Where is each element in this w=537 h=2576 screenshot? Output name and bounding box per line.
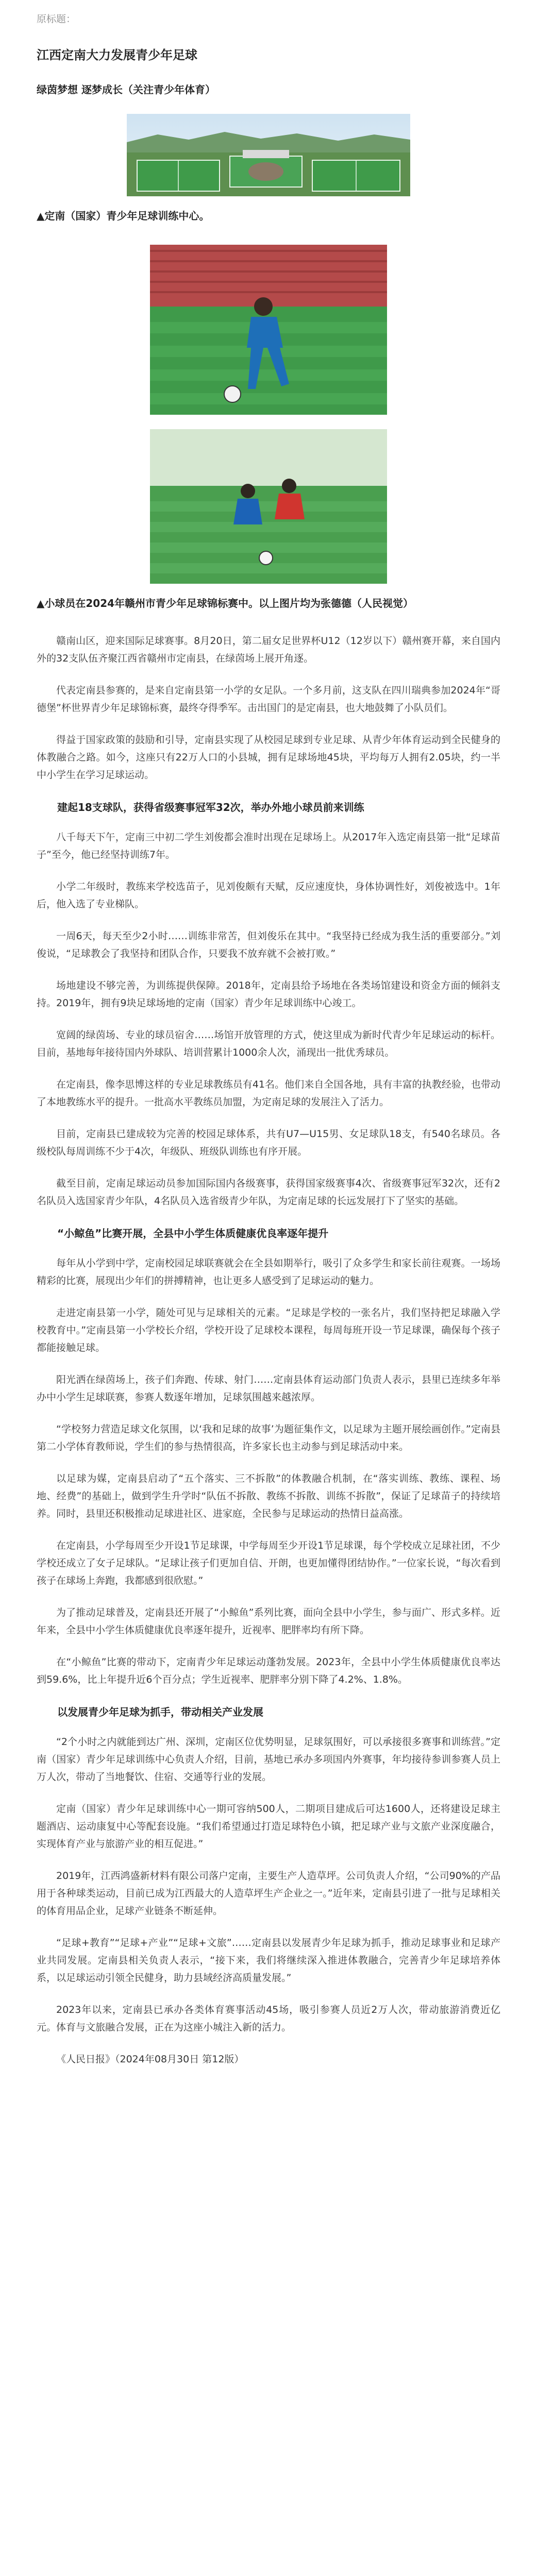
- paragraph: 目前，定南县已建成较为完善的校园足球体系，共有U7—U15男、女足球队18支，有540名球员。各级校队每周训练不少于4次，年级队、班级队训练也有序开展。: [37, 1128, 500, 1157]
- paragraph: “学校努力营造足球文化氛围，以‘我和足球的故事’为题征集作文，以足球为主题开展绘画创作。”定南县第二小学体育教师说，学生们的参与热情很高，许多家长也主动参与到足球活动中来。: [37, 1423, 500, 1452]
- paragraph: 在定南县，小学每周至少开设1节足球课，中学每周至少开设1节足球课，每个学校成立足球社团，不少学校还成立了女子足球队。“足球让孩子们更加自信、开朗，也更加懂得团结协作。”一位家长说，“每次看到孩子在球场上奔跑，我都感到很欣慰。”: [37, 1540, 500, 1586]
- boys-playing-image: [150, 429, 387, 584]
- photo-training-center: [127, 114, 410, 196]
- caption-1: ▲定南（国家）青少年足球训练中心。: [37, 210, 210, 222]
- paragraph: “足球+教育”“足球+产业”“足球+文旅”……定南县以发展青少年足球为抓手，推动足球事业和足球产业共同发展。定南县相关负责人表示，“接下来，我们将继续深入推进体教融合，完善青少年足球培养体系，以足球运动引领全民健身，助力县域经济高质量发展。”: [37, 1937, 500, 1984]
- paragraph: 一周6天，每天至少2小时……训练非常苦，但刘俊乐在其中。“我坚持已经成为我生活的重要部分。”刘俊说，“足球教会了我坚持和团队合作，只要我不放弃就不会被打败。”: [37, 930, 500, 959]
- paragraph: 赣南山区，迎来国际足球赛事。8月20日，第二届女足世界杯U12（12岁以下）赣州赛开幕，来自国内外的32支队伍齐聚江西省赣州市定南县，在绿茵场上展开角逐。: [37, 635, 500, 664]
- paragraph: 得益于国家政策的鼓励和引导，定南县实现了从校园足球到专业足球、从青少年体育运动到全民健身的体教融合之路。如今，这座只有22万人口的小县城，拥有足球场地45块，平均每万人拥有2.05块，约一半中小学生在学习足球运动。: [37, 734, 500, 781]
- paragraph: 以足球为媒，定南县启动了“五个落实、三不拆散”的体教融合机制，在“落实训练、教练、课程、场地、经费”的基础上，做到学生升学时“队伍不拆散、教练不拆散、训练不拆散”，保证了足球苗子的持续培养。同时，县里还积极推动足球进社区、进家庭，全民参与足球运动的热情日益高涨。: [37, 1473, 500, 1519]
- paragraph: 为了推动足球普及，定南县还开展了“小鲸鱼”系列比赛，面向全县中小学生，参与面广、形式多样。近年来，全县中小学生体质健康优良率逐年提升，近视率、肥胖率均有所下降。: [37, 1607, 500, 1636]
- paragraph: 场地建设不够完善，为训练提供保障。2018年，定南县给予场地在各类场馆建设和资金方面的倾斜支持。2019年，拥有9块足球场地的定南（国家）青少年足球训练中心竣工。: [37, 980, 500, 1009]
- paragraph: 在“小鲸鱼”比赛的带动下，定南青少年足球运动蓬勃发展。2023年，全县中小学生体质健康优良率达到59.6%，比上年提升近6个百分点；学生近视率、肥胖率分别下降了4.2%、1.8%。: [37, 1656, 500, 1685]
- paragraph: 八千每天下午，定南三中初二学生刘俊都会准时出现在足球场上。从2017年入选定南县第一批“足球苗子”至今，他已经坚持训练7年。: [37, 832, 500, 860]
- paragraph: 走进定南县第一小学，随处可见与足球相关的元素。“足球是学校的一张名片，我们坚持把足球融入学校教育中。”定南县第一小学校长介绍，学校开设了足球校本课程，每周每班开设一节足球课，确保每个孩子都能接触足球。: [37, 1307, 500, 1353]
- photo-girl-dribbling: [150, 245, 387, 415]
- paragraph: 截至目前，定南足球运动员参加国际国内各级赛事，获得国家级赛事4次、省级赛事冠军32次，还有2名队员入选国家青少年队，4名队员入选省级青少年队，为定南足球的长远发展打下了坚实的基础。: [37, 1178, 500, 1207]
- byline: 原标题：: [37, 13, 76, 25]
- section-title-2: “小鲸鱼”比赛开展，全县中小学生体质健康优良率逐年提升: [57, 1227, 329, 1240]
- paragraph: “2个小时之内就能到达广州、深圳，定南区位优势明显，足球氛围好，可以承接很多赛事和训练营。”定南（国家）青少年足球训练中心负责人介绍，目前，基地已承办多项国内外赛事，年均接待参训参赛人员上万人次，带动了当地餐饮、住宿、交通等行业的发展。: [37, 1736, 500, 1783]
- caption-2: ▲小球员在2024年赣州市青少年足球锦标赛中。以上图片均为张德德（人民视觉）: [37, 597, 414, 609]
- paragraph: 每年从小学到中学，定南校园足球联赛就会在全县如期举行，吸引了众多学生和家长前往观赛。一场场精彩的比赛，展现出少年们的拼搏精神，也让更多人感受到了足球运动的魅力。: [37, 1258, 500, 1286]
- aerial-stadium-image: [127, 114, 410, 196]
- paragraph: 2023年以来，定南县已承办各类体育赛事活动45场，吸引参赛人员近2万人次，带动旅游消费近亿元。体育与文旅融合发展，正在为这座小城注入新的活力。: [37, 2004, 500, 2033]
- article: [37, 0, 500, 2068]
- paragraph: 阳光洒在绿茵场上，孩子们奔跑、传球、射门……定南县体育运动部门负责人表示，县里已连续多年举办中小学生足球联赛，参赛人数逐年增加，足球氛围越来越浓厚。: [37, 1374, 500, 1403]
- subheadline: 绿茵梦想 逐梦成长（关注青少年体育）: [37, 83, 215, 96]
- photo-boys-playing: [150, 429, 387, 584]
- paragraph: 2019年，江西鸿盛新材料有限公司落户定南，主要生产人造草坪。公司负责人介绍，“公司90%的产品用于各种球类运动，目前已成为江西最大的人造草坪生产企业之一。”近年来，定南县引进了一批与足球相关的体育用品企业，足球产业链条不断延伸。: [37, 1870, 500, 1917]
- paragraph: 定南（国家）青少年足球训练中心一期可容纳500人，二期项目建成后可达1600人，还将建设足球主题酒店、运动康复中心等配套设施。“我们希望通过打造足球特色小镇，把足球产业与文旅产业深度融合，实现体育产业与旅游产业的相互促进。”: [37, 1803, 500, 1850]
- girl-dribbling-image: [150, 245, 387, 415]
- headline: 江西定南大力发展青少年足球: [37, 48, 197, 62]
- paragraph: 在定南县，像李思博这样的专业足球教练员有41名。他们来自全国各地，具有丰富的执教经验，也带动了本地教练水平的提升。一批高水平教练员加盟，为定南足球的发展注入了活力。: [37, 1079, 500, 1108]
- section-title-3: 以发展青少年足球为抓手，带动相关产业发展: [57, 1706, 263, 1718]
- paragraph: 代表定南县参赛的，是来自定南县第一小学的女足队。一个多月前，这支队在四川瑞典参加2024年“哥德堡”杯世界青少年足球锦标赛，最终夺得季军。击出国门的是定南县，也大地鼓舞了小队员们。: [37, 685, 500, 714]
- section-title-1: 建起18支球队，获得省级赛事冠军32次，举办外地小球员前来训练: [57, 801, 364, 814]
- source-footer: 《人民日报》（2024年08月30日 第12版）: [56, 2054, 244, 2065]
- paragraph: 小学二年级时，教练来学校选苗子，见刘俊颇有天赋，反应速度快，身体协调性好，刘俊被选中。1年后，他入选了专业梯队。: [37, 881, 500, 910]
- paragraph: 宽阔的绿茵场、专业的球员宿舍……场馆开放管理的方式，使这里成为新时代青少年足球运动的标杆。目前，基地每年接待国内外球队、培训营累计1000余人次，涌现出一批优秀球员。: [37, 1029, 500, 1058]
